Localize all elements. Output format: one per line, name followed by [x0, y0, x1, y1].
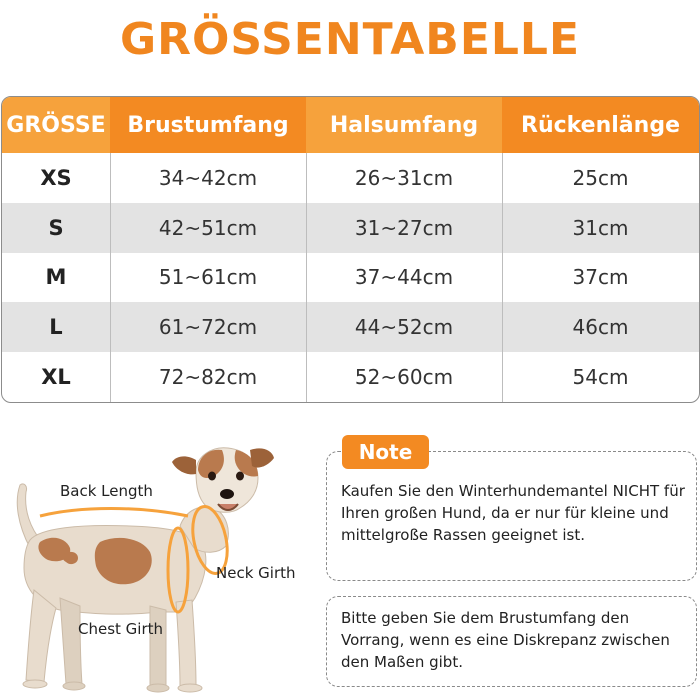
column-divider: [110, 153, 111, 402]
cell-size: XS: [40, 165, 72, 190]
note-box-warning: [326, 451, 697, 581]
header-back: Rückenlänge: [502, 97, 699, 153]
table-row: [2, 352, 699, 402]
note-text-warning: Kaufen Sie den Winterhundemantel NICHT für Ihren großen Hund, da er nur für kleine und mittelgroße Rassen geeignet ist.: [341, 482, 685, 544]
dog-ear: [250, 448, 274, 467]
cell-size: L: [49, 315, 63, 340]
cell-size: S: [48, 215, 64, 240]
table-row: [2, 253, 699, 303]
cell-neck: 52~60cm: [354, 365, 454, 390]
cell-neck: 37~44cm: [354, 265, 454, 290]
table-row: [2, 153, 699, 203]
cell-chest: 61~72cm: [158, 315, 258, 340]
size-table: [1, 96, 700, 403]
page-title: GRÖSSENTABELLE: [119, 14, 581, 65]
cell-chest: 34~42cm: [158, 165, 258, 190]
cell-back: 46cm: [572, 315, 629, 340]
dog-eye: [208, 472, 216, 481]
dog-ear: [172, 456, 196, 474]
chest-girth-label: Chest Girth: [78, 620, 164, 638]
back-length-label: Back Length: [60, 482, 153, 500]
cell-chest: 72~82cm: [158, 365, 258, 390]
dog-paw: [178, 684, 202, 692]
dog-back-leg: [60, 598, 82, 684]
dog-paw: [63, 682, 85, 690]
header-chest: Brustumfang: [110, 97, 306, 153]
cell-size: XL: [41, 365, 71, 390]
dog-front-leg: [150, 606, 166, 686]
column-divider: [306, 153, 307, 402]
table-row: [2, 203, 699, 253]
cell-back: 25cm: [572, 165, 629, 190]
cell-neck: 26~31cm: [354, 165, 454, 190]
cell-chest: 51~61cm: [158, 265, 258, 290]
cell-back: 37cm: [572, 265, 629, 290]
header-size: GRÖSSE: [2, 97, 110, 153]
cell-chest: 42~51cm: [158, 215, 258, 240]
note-box-priority: [326, 596, 697, 687]
dog-paw: [147, 684, 169, 692]
neck-girth-label: Neck Girth: [216, 564, 296, 582]
cell-neck: 31~27cm: [354, 215, 454, 240]
dog-nose: [220, 489, 234, 499]
table-header: [2, 97, 699, 153]
note-tag: Note: [342, 435, 429, 469]
dog-eye: [236, 472, 244, 481]
dog-back-leg: [26, 590, 56, 682]
dog-paw: [23, 680, 47, 688]
header-neck: Halsumfang: [306, 97, 502, 153]
back-length-line: [40, 509, 188, 517]
column-divider: [502, 153, 503, 402]
table-row: [2, 302, 699, 352]
note-text-priority: Bitte geben Sie dem Brustumfang den Vorrang, wenn es eine Diskrepanz zwischen den Maßen gibt.: [341, 609, 670, 671]
cell-back: 54cm: [572, 365, 629, 390]
cell-neck: 44~52cm: [354, 315, 454, 340]
table-body: [2, 153, 699, 402]
cell-back: 31cm: [572, 215, 629, 240]
cell-size: M: [45, 265, 67, 290]
